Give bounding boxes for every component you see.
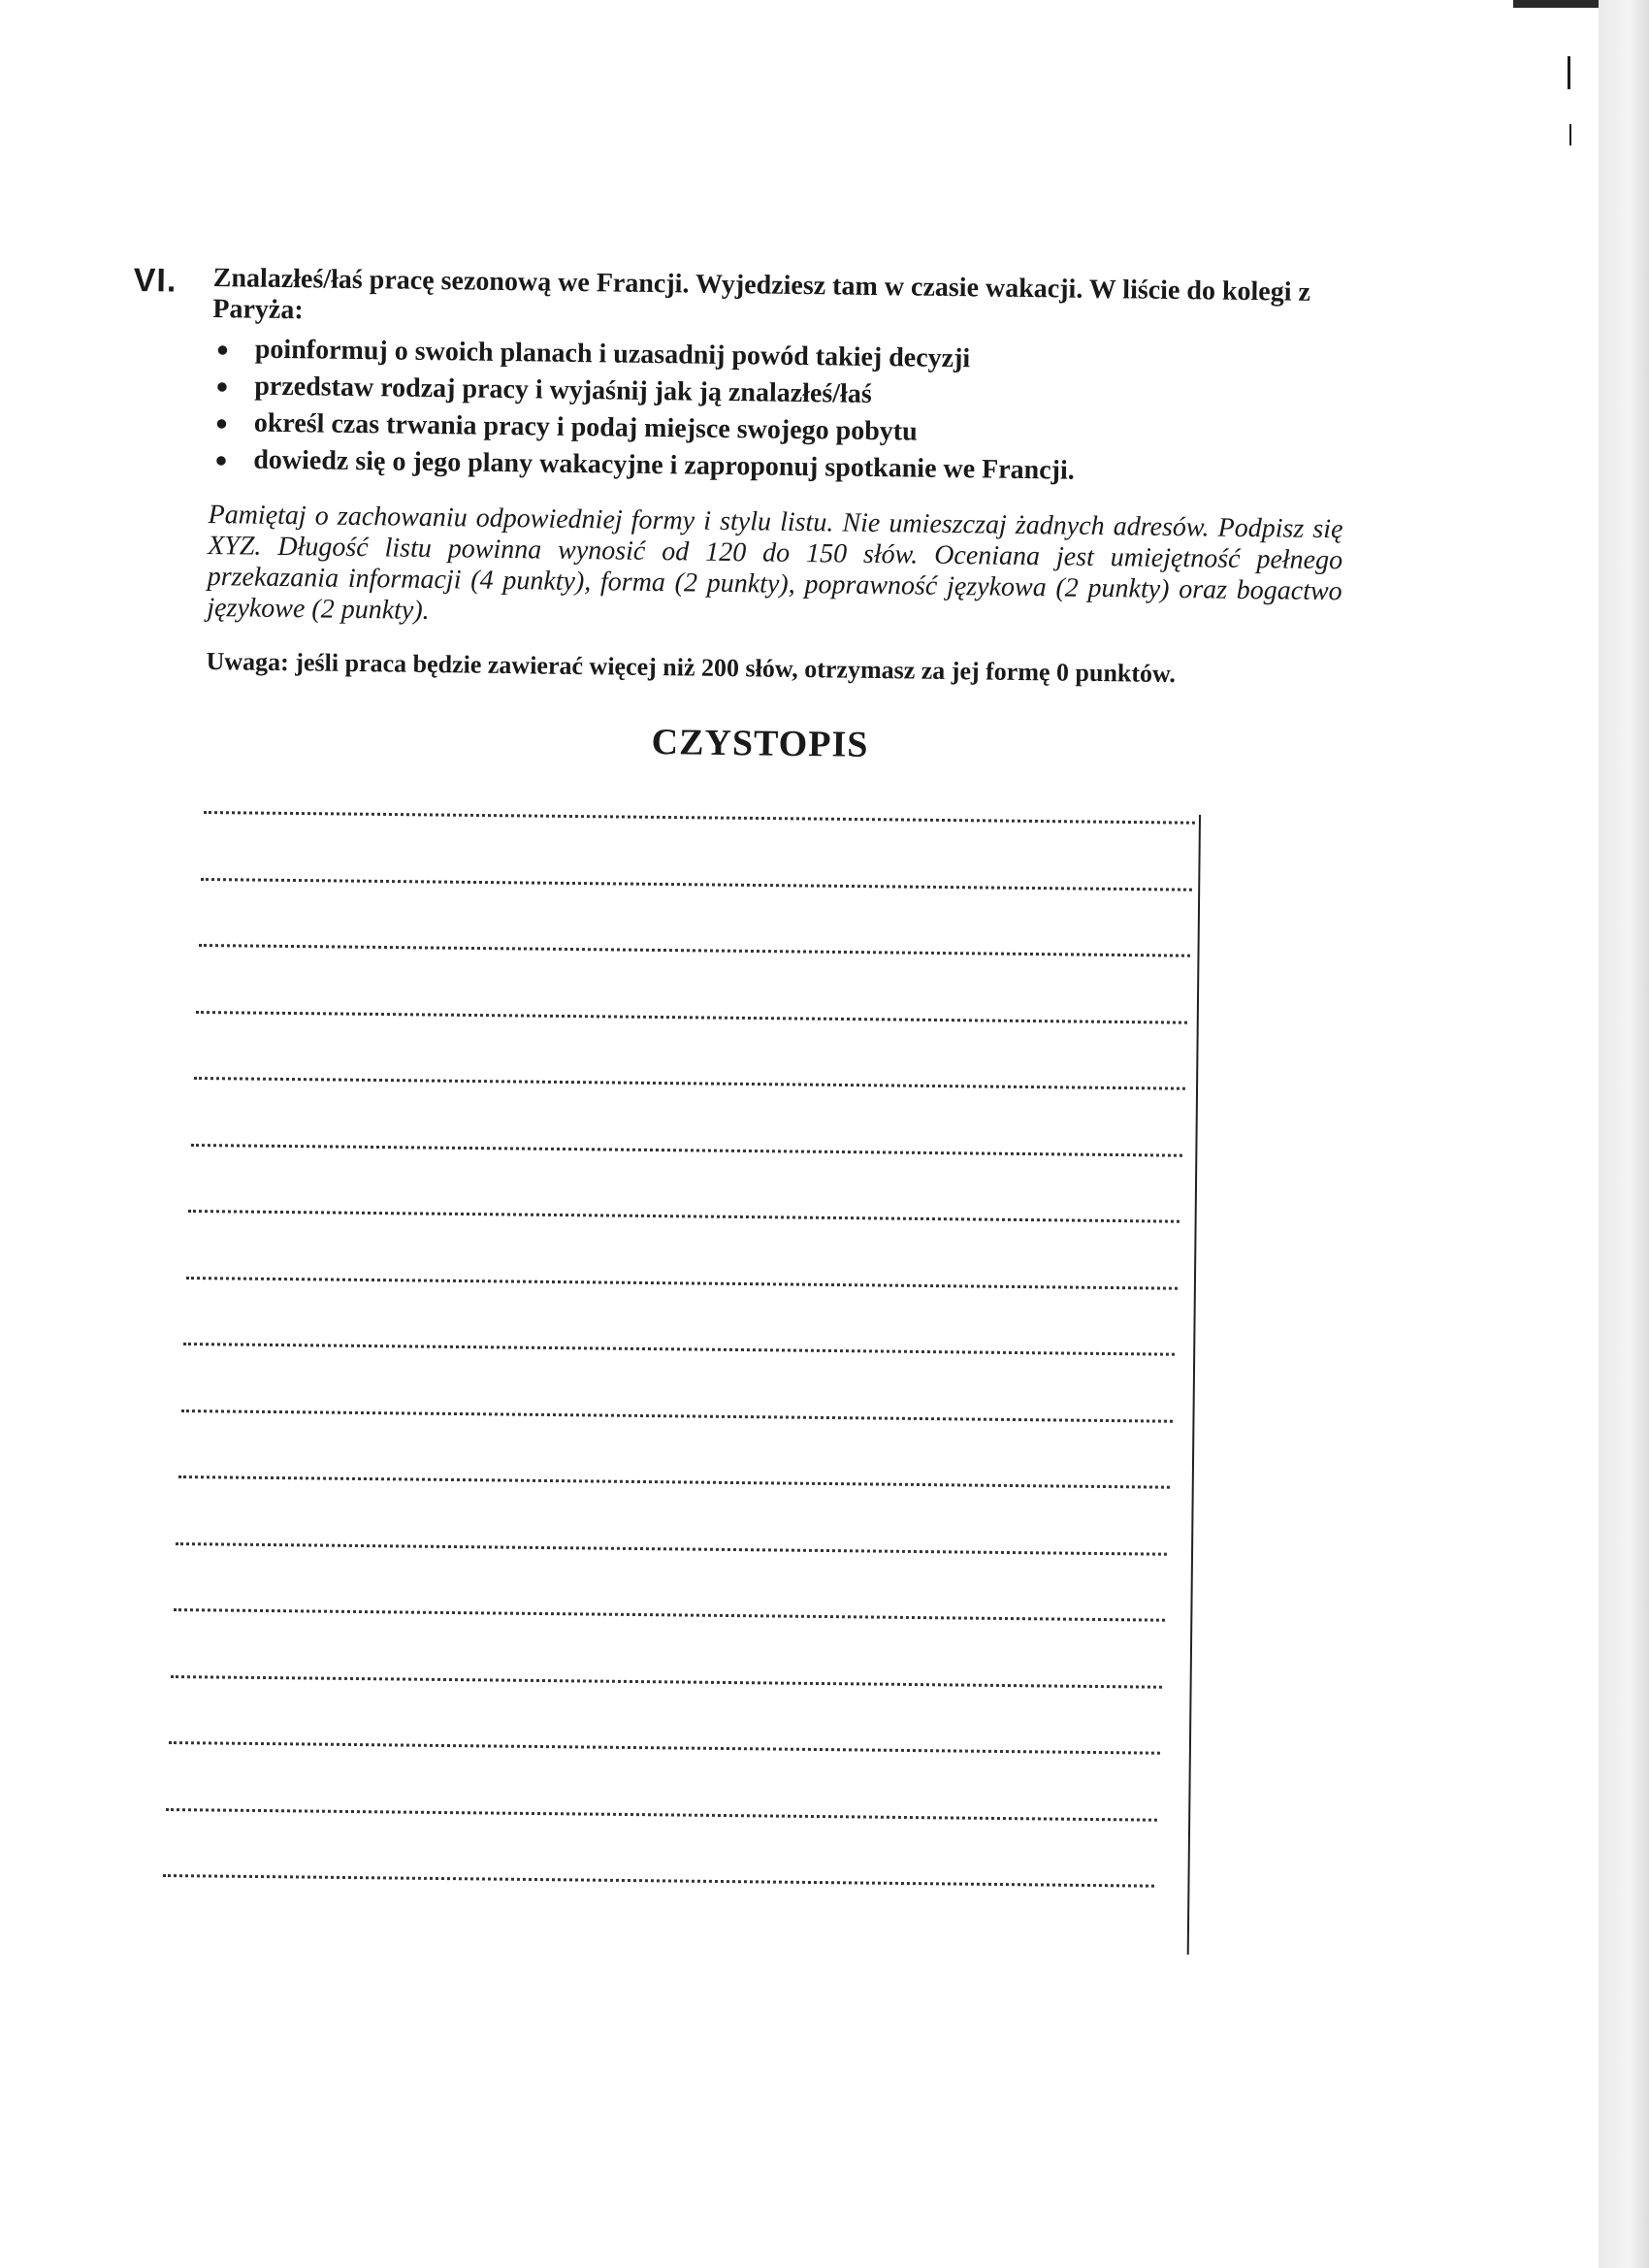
answer-line[interactable]	[194, 1077, 1185, 1090]
answer-line[interactable]	[163, 1874, 1154, 1888]
task-bullet-text: określ czas trwania pracy i podaj miejsce swojego pobytu	[253, 407, 918, 447]
answer-line[interactable]	[178, 1475, 1170, 1489]
answer-line[interactable]	[171, 1675, 1162, 1689]
task-instruction: Znalazłeś/łaś pracę sezonową we Francji. Wyjedziesz tam w czasie wakacji. W liście do kolegi z Paryża:	[212, 263, 1311, 326]
answer-line[interactable]	[188, 1210, 1180, 1223]
answer-line[interactable]	[176, 1542, 1167, 1556]
scan-mark	[1568, 56, 1570, 89]
answer-line[interactable]	[191, 1144, 1182, 1157]
scan-mark	[1569, 124, 1571, 146]
answer-line[interactable]	[199, 944, 1190, 957]
margin-rule	[1187, 815, 1201, 1954]
answer-line[interactable]	[181, 1409, 1173, 1423]
task-warning: Uwaga: jeśli praca będzie zawierać więcej niż 200 słów, otrzymasz za jej formę 0 punktów.	[206, 646, 1177, 689]
bullet-icon: ●	[215, 373, 229, 399]
task-bullet-text: przedstaw rodzaj pracy i wyjaśnij jak ją znalazłeś/łaś	[254, 371, 872, 409]
answer-line[interactable]	[183, 1343, 1175, 1356]
task-bullet-list	[133, 330, 1357, 493]
answer-line[interactable]	[201, 878, 1192, 891]
answer-line[interactable]	[204, 811, 1195, 825]
task-number: VI.	[133, 261, 178, 300]
bullet-icon: ●	[215, 337, 230, 362]
answer-lines-area	[0, 805, 1649, 2066]
task-bullet-text: poinformuj o swoich planach i uzasadnij powód takiej decyzji	[254, 334, 971, 374]
answer-line[interactable]	[196, 1011, 1187, 1024]
answer-line[interactable]	[166, 1808, 1157, 1822]
answer-line[interactable]	[186, 1277, 1178, 1290]
task-block	[129, 262, 1358, 772]
task-note: Pamiętaj o zachowaniu odpowiedniej formy i stylu listu. Nie umieszczaj żadnych adresów. Podpisz się XYZ. Długość listu powinna wynosić od 120 do 150 słów. Oceniana jest umiejętność pełnego przekazania informacji (4 punkty), forma (2 punkty), poprawność językowa (2 punkty) oraz bogactwo językowe (2 punkty).	[207, 500, 1343, 626]
answer-line[interactable]	[174, 1608, 1165, 1622]
bullet-icon: ●	[214, 410, 229, 436]
answer-line[interactable]	[169, 1741, 1160, 1755]
answer-heading: CZYSTOPIS	[651, 722, 869, 765]
bullet-icon: ●	[214, 447, 228, 472]
task-bullet-text: dowiedz się o jego plany wakacyjne i zaproponuj spotkanie we Francji.	[253, 444, 1075, 486]
